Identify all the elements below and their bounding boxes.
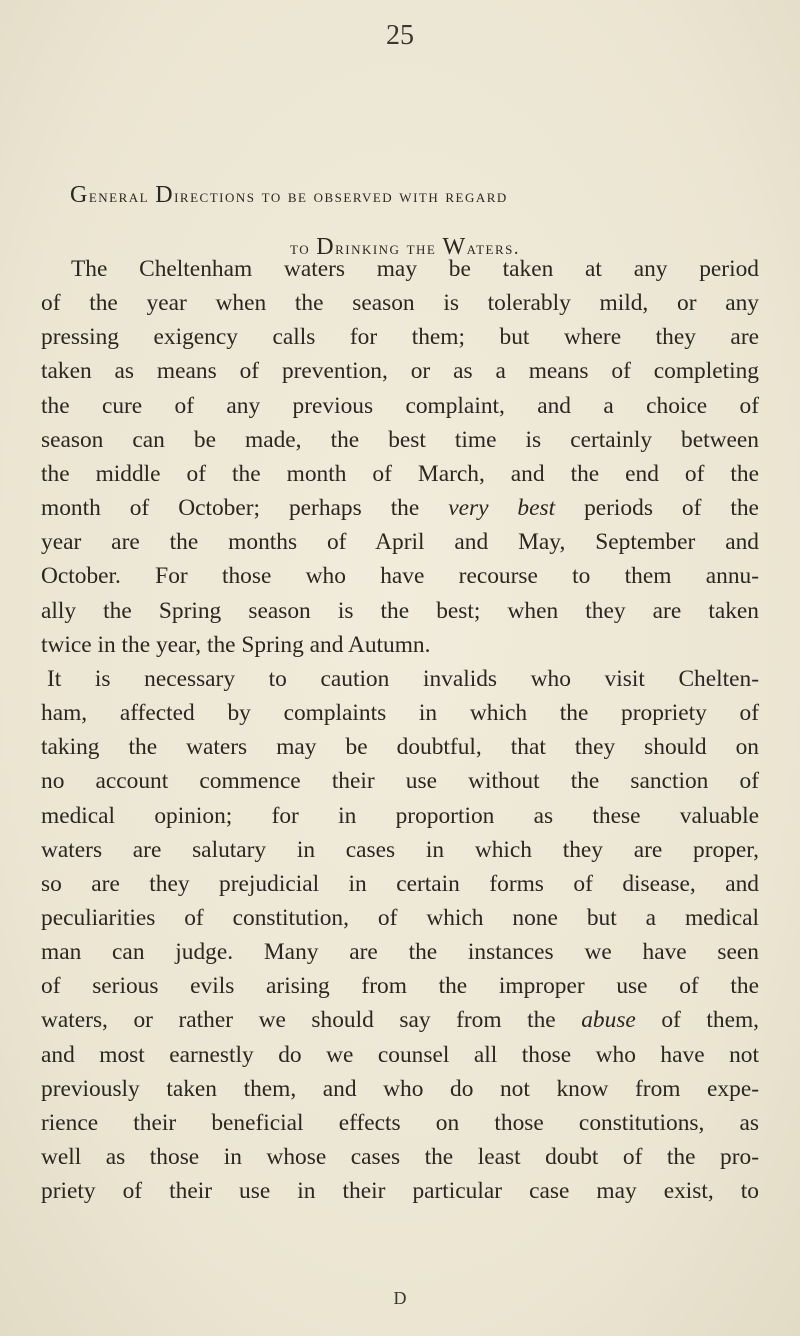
text-line: taken as means of prevention, or as a means of completing [41, 358, 759, 385]
text-line: the cure of any previous complaint, and a choice of [41, 392, 759, 419]
text-line: ham, affected by complaints in which the propriety of [41, 700, 759, 727]
text-line: rience their beneficial effects on those constitutions, as [41, 1109, 759, 1136]
body-text [41, 252, 759, 1208]
text-line: taking the waters may be doubtful, that they should on [41, 734, 759, 761]
catchword: D [393, 1288, 407, 1308]
heading-line-2: to Drinking the Waters. [289, 234, 520, 260]
text-line: waters, or rather we should say from the abuse of them, [41, 1007, 760, 1034]
text-line: waters are salutary in cases in which they are proper, [41, 836, 759, 863]
text-line: pressing exigency calls for them; but where they are [41, 324, 759, 351]
text-line: October. For those who have recourse to them annu- [41, 563, 759, 590]
text-line: peculiarities of constitution, of which none but a medical [41, 904, 759, 931]
text-line: previously taken them, and who do not know from expe- [41, 1075, 759, 1102]
text-line: of serious evils arising from the improper use of the [41, 973, 759, 1000]
text-line: It is necessary to caution invalids who visit Chelten- [47, 665, 759, 692]
heading-line-1: General Directions to be observed with regard [70, 182, 508, 208]
text-line: ally the Spring season is the best; when they are taken [41, 597, 759, 624]
text-line: the middle of the month of March, and the end of the [41, 460, 759, 487]
text-line: of the year when the season is tolerably mild, or any [41, 290, 759, 317]
text-line: medical opinion; for in proportion as these valuable [41, 802, 759, 829]
text-line: no account commence their use without the sanction of [41, 768, 759, 795]
text-line: so are they prejudicial in certain forms of disease, and [41, 870, 759, 897]
text-line: season can be made, the best time is certainly between [41, 426, 759, 453]
text-line: The Cheltenham waters may be taken at any period [71, 256, 759, 282]
text-line: month of October; perhaps the very best periods of the [41, 495, 759, 522]
page-number: 25 [386, 20, 414, 51]
text-line: well as those in whose cases the least doubt of the pro- [41, 1144, 759, 1171]
text-line: and most earnestly do we counsel all those who have not [41, 1041, 759, 1068]
text-line: year are the months of April and May, September and [41, 529, 759, 556]
text-line: man can judge. Many are the instances we have seen [41, 939, 759, 966]
text-line: twice in the year, the Spring and Autumn. [41, 631, 431, 658]
text-line: priety of their use in their particular case may exist, to [41, 1178, 759, 1205]
